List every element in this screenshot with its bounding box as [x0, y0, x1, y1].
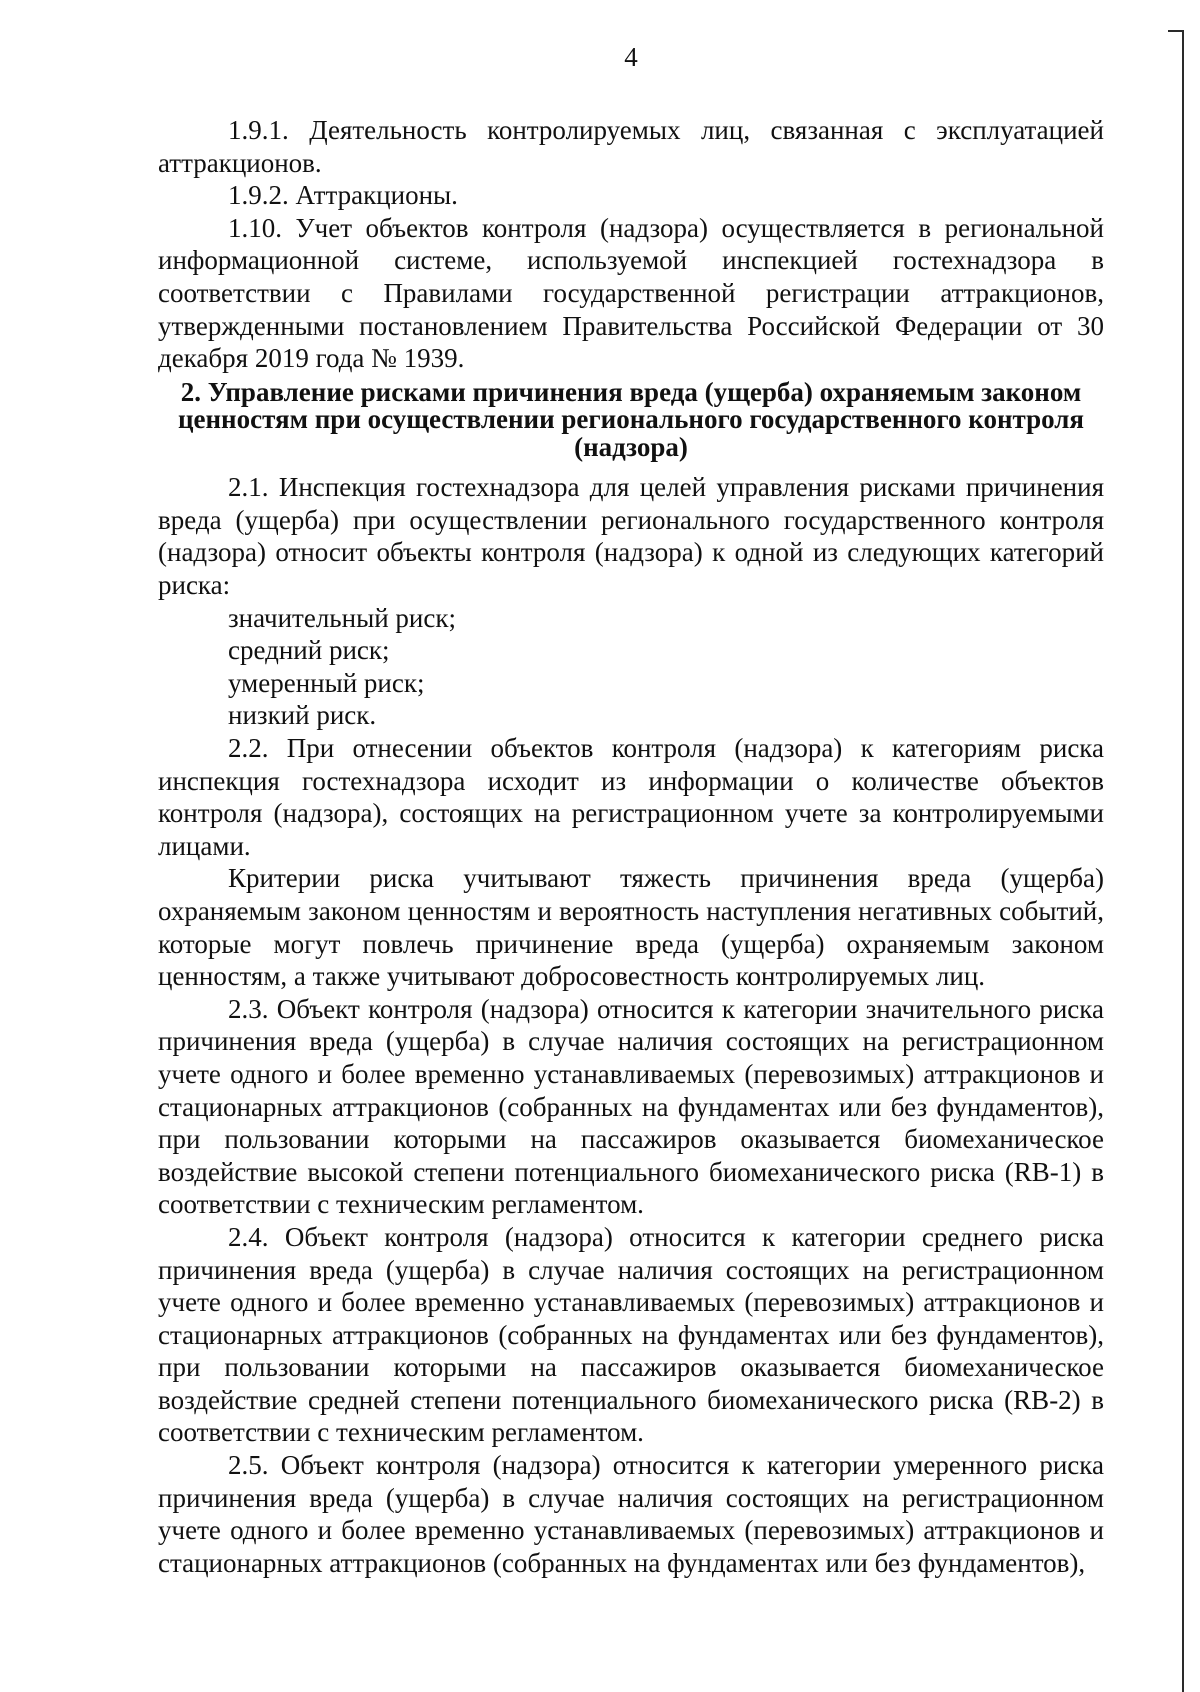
page-number: 4	[624, 42, 638, 72]
paragraph-1-9-1: 1.9.1. Деятельность контролируемых лиц, связанная с эксплуатацией аттракционов.	[158, 115, 1104, 178]
paragraph-risk-criteria: Критерии риска учитывают тяжесть причинения вреда (ущерба) охраняемым законом ценностям и вероятность наступления негативных событий, которые могут повлечь причинение вреда (ущерба) охраняемым законом ценностям, а также учитывают добросовестность контролируемых лиц.	[158, 863, 1104, 992]
paragraph-2-4: 2.4. Объект контроля (надзора) относится к категории среднего риска причинения вреда (ущерба) в случае наличия состоящих на регистрационном учете одного и более временно устанавливаемых (перевозимых) аттракционов и стационарных аттракционов (собранных на фундаментах или без фундаментов), при пользовании которыми на пассажиров оказывается биомеханическое воздействие средней степени потенциального биомеханического риска (RB-2) в соответствии с техническим регламентом.	[158, 1221, 1104, 1448]
document-body	[158, 114, 1104, 1579]
paragraph-2-5: 2.5. Объект контроля (надзора) относится к категории умеренного риска причинения вреда (ущерба) в случае наличия состоящих на регистрационном учете одного и более временно устанавливаемых (перевозимых) аттракционов и стационарных аттракционов (собранных на фундаментах или без фундаментов),	[158, 1450, 1104, 1578]
paragraph-2-2: 2.2. При отнесении объектов контроля (надзора) к категориям риска инспекция гостехнадзора исходит из информации о количестве объектов контроля (надзора), состоящих на регистрационном учете за контролируемыми лицами.	[158, 733, 1104, 861]
paragraph-2-1: 2.1. Инспекция гостехнадзора для целей управления рисками причинения вреда (ущерба) при осуществлении регионального государственного контроля (надзора) относит объекты контроля (надзора) к одной из следующих категорий риска:	[158, 472, 1104, 601]
page-edge-corner	[1168, 30, 1184, 32]
risk-category-item: низкий риск.	[228, 700, 377, 731]
paragraph-2-3: 2.3. Объект контроля (надзора) относится к категории значительного риска причинения вреда (ущерба) в случае наличия состоящих на регистрационном учете одного и более временно устанавливаемых (перевозимых) аттракционов и стационарных аттракционов (собранных на фундаментах или без фундаментов), при пользовании которыми на пассажиров оказывается биомеханическое воздействие высокой степени потенциального биомеханического риска (RB-1) в соответствии с техническим регламентом.	[158, 993, 1104, 1220]
risk-category-item: умеренный риск;	[228, 667, 425, 698]
page-edge-line	[1182, 30, 1184, 1692]
risk-category-item: значительный риск;	[228, 602, 456, 633]
section-2-heading: 2. Управление рисками причинения вреда (ущерба) охраняемым законом ценностям при осуществлении регионального государственного контроля (надзора)	[177, 376, 1085, 462]
risk-category-item: средний риск;	[228, 635, 390, 666]
paragraph-1-10: 1.10. Учет объектов контроля (надзора) осуществляется в региональной информационной системе, используемой инспекцией гостехнадзора в соответствии с Правилами государственной регистрации аттракционов, утвержденными постановлением Правительства Российской Федерации от 30 декабря 2019 года № 1939.	[158, 212, 1104, 374]
paragraph-1-9-2: 1.9.2. Аттракционы.	[228, 180, 458, 211]
